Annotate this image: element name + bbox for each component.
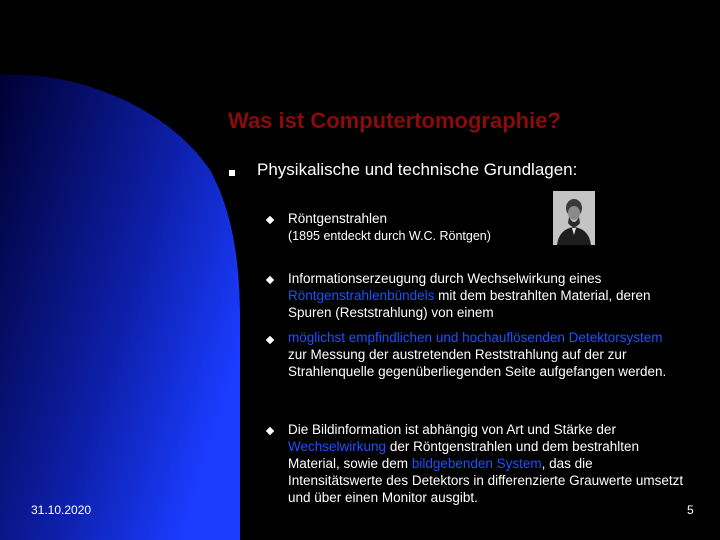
portrait-photo: [553, 191, 595, 245]
bullet-xray-title: Röntgenstrahlen: [288, 211, 388, 226]
footer-date: 31.10.2020: [31, 503, 92, 517]
portrait-icon: [553, 191, 595, 245]
bullet-xray-subtitle: (1895 entdeckt durch W.C. Röntgen): [288, 229, 491, 243]
bullet-detector-highlight: möglichst empfindlichen und hochauflösenden Detektorsystem: [288, 330, 663, 345]
bullet-detector: [288, 329, 683, 380]
bullet-image-information: [288, 421, 688, 506]
bullet-information: [288, 270, 683, 321]
slide-title: Was ist Computertomographie?: [228, 108, 561, 133]
square-bullet-icon: [229, 170, 235, 176]
bullet-image-text-3: , das die Intensitätswerte des Detektors in differenzierte Grauwerte umsetzt und über einen Monitor ausgibt.: [288, 456, 684, 505]
page-number: 5: [687, 503, 694, 517]
bullet-image-text-1: Die Bildinformation ist abhängig von Art und Stärke der: [288, 422, 616, 437]
section-heading: Physikalische und technische Grundlagen:: [257, 160, 578, 179]
bullet-detector-text: zur Messung der austretenden Reststrahlung auf der zur Strahlenquelle gegenüberliegenden Seite aufgefangen werden.: [288, 347, 667, 379]
bullet-information-text-1: Informationserzeugung durch Wechselwirkung eines: [288, 271, 602, 286]
bullet-xray: [288, 210, 548, 245]
bullet-image-text-2: der Röntgenstrahlen und dem bestrahlten Material, sowie dem: [288, 439, 639, 471]
bullet-information-text-2: mit dem bestrahlten Material, deren Spuren (Reststrahlung) von einem: [288, 288, 651, 320]
bullet-image-highlight-2: bildgebenden System: [411, 456, 542, 471]
bullet-information-highlight: Röntgenstrahlenbündels: [288, 288, 435, 303]
bullet-image-highlight-1: Wechselwirkung: [288, 439, 387, 454]
